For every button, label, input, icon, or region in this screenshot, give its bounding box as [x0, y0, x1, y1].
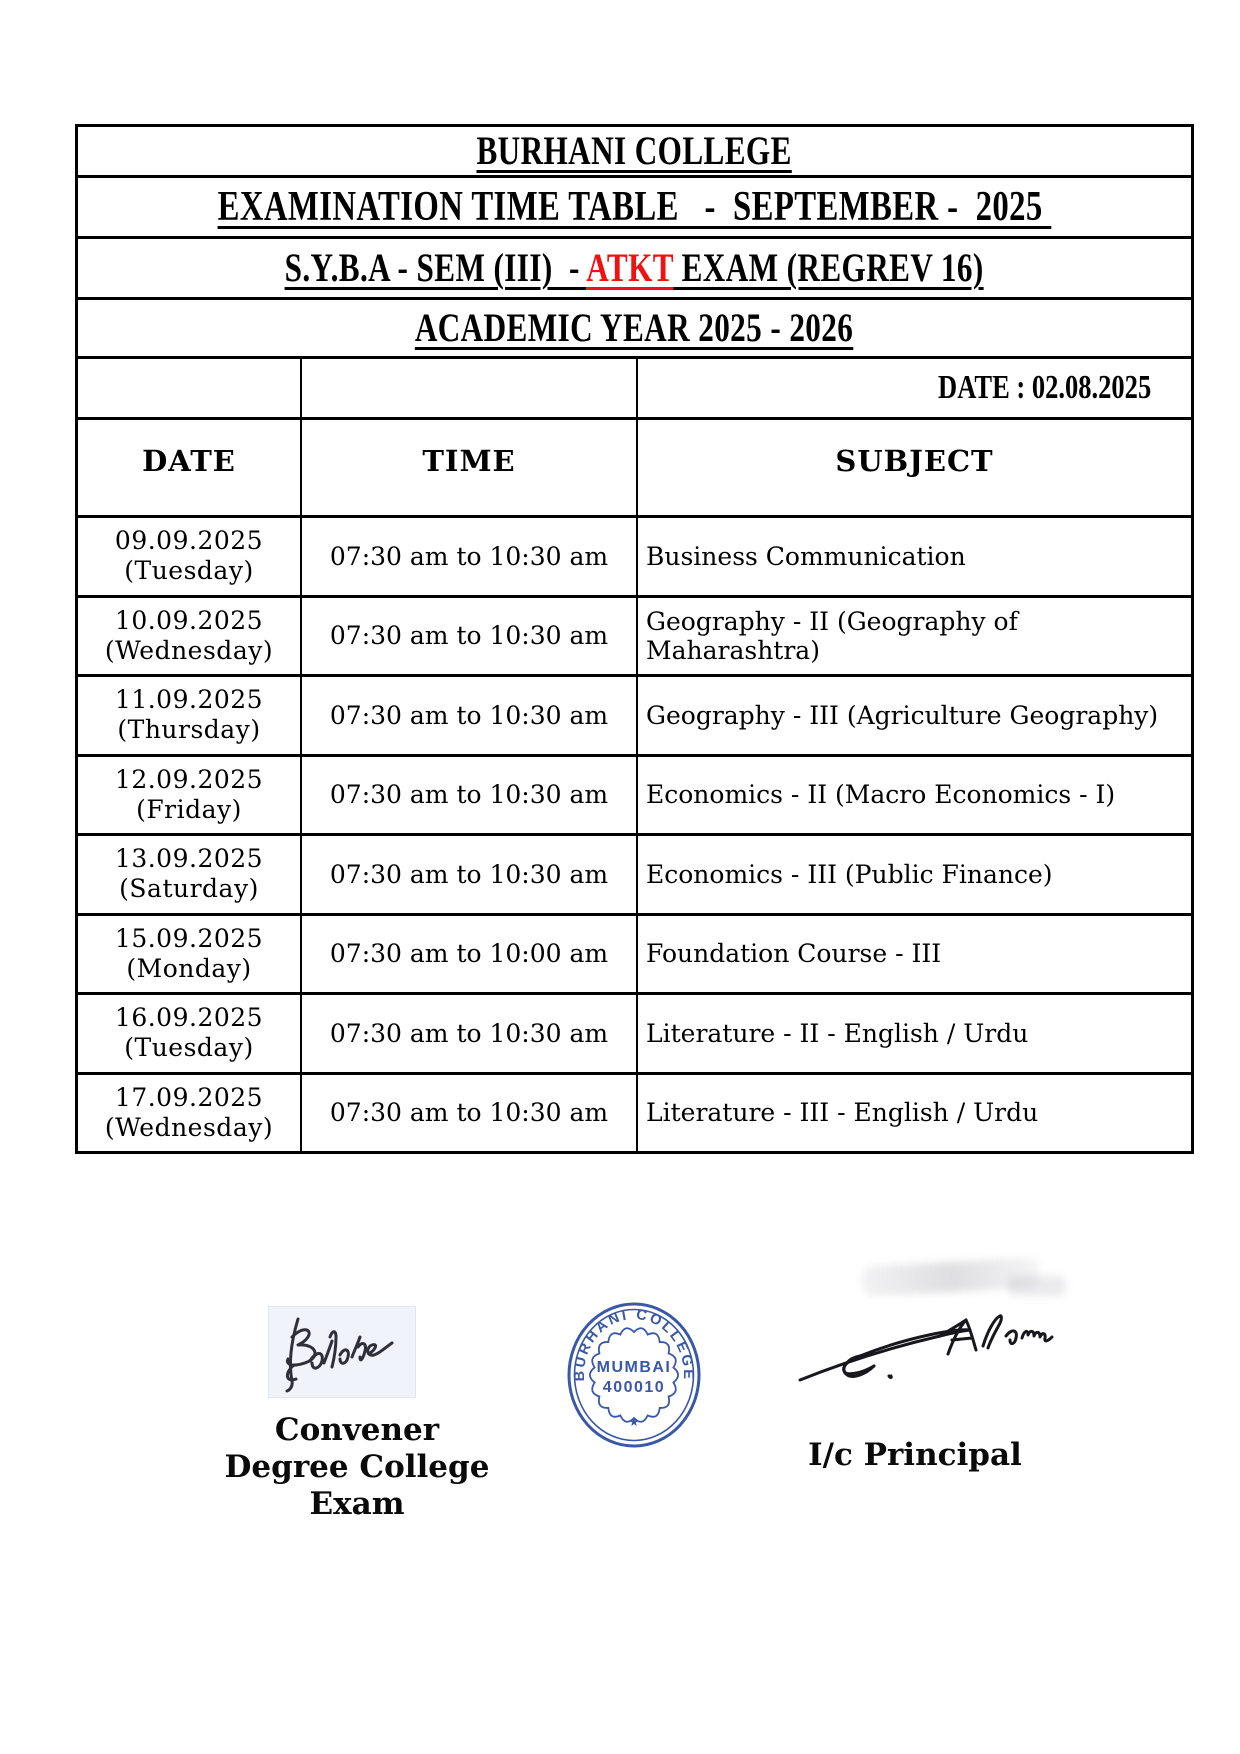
exam-date: 13.09.2025	[114, 844, 264, 874]
table-row	[78, 1072, 1191, 1152]
date-cell	[78, 757, 300, 834]
stamp-star-icon: ★	[628, 1415, 640, 1429]
table-row	[78, 754, 1191, 834]
subject-cell: Geography - III (Agriculture Geography)	[636, 677, 1191, 754]
issue-date-row	[78, 356, 1191, 417]
convener-subtitle: Degree College Exam	[224, 1449, 490, 1522]
exam-day: (Wednesday)	[104, 635, 274, 665]
exam-date: 15.09.2025	[114, 923, 264, 953]
convener-title: Convener	[274, 1412, 440, 1448]
subject-cell: Literature - II - English / Urdu	[636, 995, 1191, 1072]
table-row	[78, 515, 1191, 595]
empty-cell	[78, 359, 300, 417]
exam-timetable	[75, 124, 1194, 1154]
date-cell	[78, 995, 300, 1072]
exam-day: (Wednesday)	[104, 1112, 274, 1142]
empty-cell	[300, 359, 636, 417]
stamp-pincode: 400010	[602, 1379, 666, 1396]
date-cell	[78, 677, 300, 754]
timetable-title-row	[78, 175, 1191, 236]
exam-date: 10.09.2025	[114, 605, 264, 635]
exam-day: (Tuesday)	[124, 556, 254, 586]
subject-cell: Economics - III (Public Finance)	[636, 836, 1191, 913]
college-title: BURHANI COLLEGE	[476, 128, 793, 173]
course-title	[285, 246, 984, 290]
subject-cell: Business Communication	[636, 518, 1191, 595]
date-cell	[78, 916, 300, 993]
table-row	[78, 674, 1191, 754]
table-row	[78, 913, 1191, 993]
column-header-time: TIME	[300, 420, 636, 515]
time-cell: 07:30 am to 10:00 am	[300, 916, 636, 993]
date-cell	[78, 836, 300, 913]
college-title-row	[78, 127, 1191, 175]
subject-cell: Geography - II (Geography of Maharashtra)	[636, 598, 1191, 675]
principal-signature	[790, 1268, 1070, 1393]
subject-cell: Foundation Course - III	[636, 916, 1191, 993]
convener-label	[177, 1412, 537, 1523]
time-cell: 07:30 am to 10:30 am	[300, 1075, 636, 1152]
exam-date: 09.09.2025	[114, 526, 264, 556]
issue-date: DATE : 02.08.2025	[937, 369, 1151, 407]
table-row	[78, 833, 1191, 913]
exam-day: (Thursday)	[117, 715, 261, 745]
column-header-subject: SUBJECT	[636, 420, 1191, 515]
subject-cell: Literature - III - English / Urdu	[636, 1075, 1191, 1152]
exam-day: (Friday)	[136, 794, 242, 824]
exam-day: (Monday)	[126, 953, 252, 983]
exam-date: 17.09.2025	[114, 1082, 264, 1112]
exam-date: 11.09.2025	[114, 685, 264, 715]
table-row	[78, 992, 1191, 1072]
timetable-title: EXAMINATION TIME TABLE - SEPTEMBER - 2025	[217, 183, 1052, 230]
column-header-date: DATE	[142, 443, 236, 478]
table-row	[78, 595, 1191, 675]
atkt-highlight: ATKT	[586, 245, 674, 290]
column-header-row	[78, 417, 1191, 515]
date-cell	[78, 518, 300, 595]
time-cell: 07:30 am to 10:30 am	[300, 836, 636, 913]
date-cell	[78, 598, 300, 675]
exam-date: 12.09.2025	[114, 764, 264, 794]
exam-day: (Tuesday)	[124, 1033, 254, 1063]
stamp-ring-text: BURHANI COLLEGE	[571, 1306, 697, 1382]
academic-year-title: ACADEMIC YEAR 2025 - 2026	[415, 305, 854, 350]
time-cell: 07:30 am to 10:30 am	[300, 598, 636, 675]
course-title-pre: S.Y.B.A - SEM (III) -	[284, 245, 587, 290]
exam-day: (Saturday)	[119, 874, 259, 904]
academic-year-row	[78, 297, 1191, 356]
convener-signature	[270, 1307, 416, 1398]
time-cell: 07:30 am to 10:30 am	[300, 757, 636, 834]
exam-date: 16.09.2025	[114, 1003, 264, 1033]
course-title-post: EXAM (REGREV 16)	[673, 245, 985, 290]
issue-date-cell	[636, 359, 1191, 417]
stamp-city: MUMBAI	[596, 1359, 672, 1376]
subject-cell: Economics - II (Macro Economics - I)	[636, 757, 1191, 834]
principal-label: I/c Principal	[808, 1437, 1022, 1473]
time-cell: 07:30 am to 10:30 am	[300, 518, 636, 595]
course-title-row	[78, 236, 1191, 297]
time-cell: 07:30 am to 10:30 am	[300, 677, 636, 754]
date-cell	[78, 1075, 300, 1152]
time-cell: 07:30 am to 10:30 am	[300, 995, 636, 1072]
college-stamp	[565, 1300, 703, 1450]
